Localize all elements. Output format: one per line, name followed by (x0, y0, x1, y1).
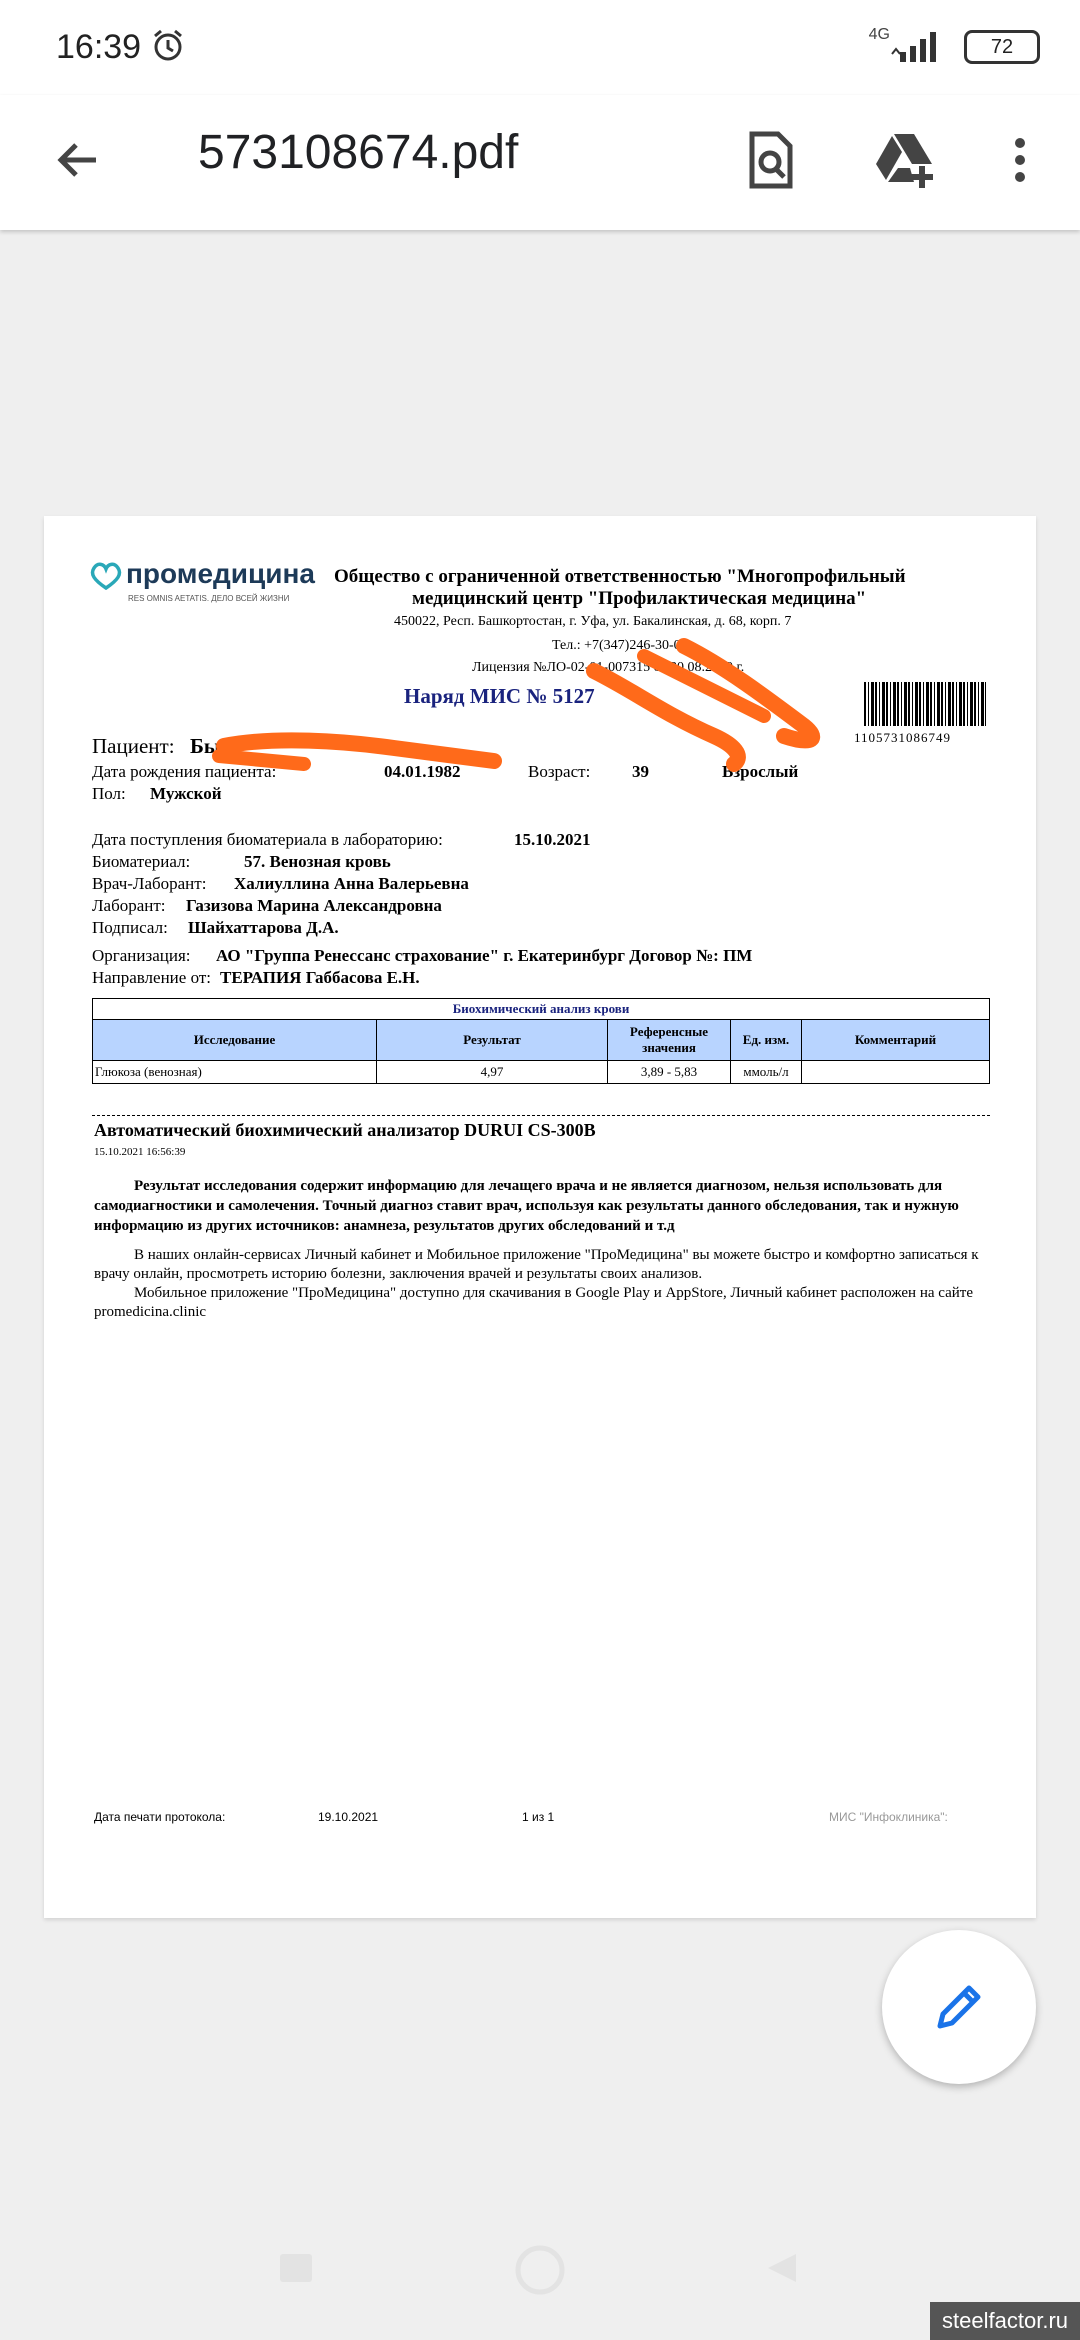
recents-icon[interactable] (278, 2250, 314, 2291)
info-paragraph-1: В наших онлайн-сервисах Личный кабинет и Мобильное приложение "ПроМедицина" вы можете быстро и комфортно записаться к врачу онлайн, просмотреть историю болезни, заключения врачей и результаты своих анализов. (94, 1247, 979, 1282)
edit-fab[interactable] (882, 1930, 1036, 2084)
org-name-line1: Общество с ограниченной ответственностью "Многопрофильный (334, 566, 906, 587)
watermark: steelfactor.ru (930, 2302, 1080, 2340)
signal-icon (890, 30, 940, 69)
pdf-page[interactable] (44, 516, 1036, 1918)
header-unit: Ед. изм. (731, 1020, 802, 1061)
lab-value: Газизова Марина Александровна (186, 896, 442, 915)
logo-brand: промедицина (126, 558, 315, 589)
cell-result: 4,97 (377, 1061, 608, 1084)
patient-label: Пациент: (92, 734, 175, 758)
results-header-row (93, 1020, 990, 1061)
age-group: Взрослый (722, 762, 799, 781)
order-title: Наряд МИС № 5127 (404, 684, 595, 708)
dashed-divider (92, 1115, 990, 1116)
dob-value: 04.01.1982 (384, 762, 461, 781)
sex-value: Мужской (150, 784, 222, 803)
analyzer-datetime: 15.10.2021 16:56:39 (94, 1146, 186, 1158)
cell-study: Глюкоза (венозная) (93, 1061, 377, 1084)
status-bar (0, 0, 1080, 95)
heart-logo-icon (90, 562, 122, 590)
doctor-label: Врач-Лаборант: (92, 874, 207, 893)
signed-value: Шайхаттарова Д.А. (188, 918, 339, 937)
barcode-number: 1105731086749 (854, 730, 952, 745)
document-title: 573108674.pdf (198, 126, 519, 179)
results-table (92, 998, 990, 1084)
lab-label: Лаборант: (92, 896, 166, 915)
cell-unit: ммоль/л (731, 1061, 802, 1084)
org-license: Лицензия №ЛО-02-01-007315 от 30.08.2019 г. (472, 660, 745, 675)
print-date: 19.10.2021 (318, 1810, 379, 1824)
more-vert-icon[interactable] (985, 125, 1055, 195)
doctor-value: Халиуллина Анна Валерьевна (234, 874, 469, 893)
cell-comment (802, 1061, 990, 1084)
org-value: АО "Группа Ренессанс страхование" г. Екатеринбург Договор №: ПМ (216, 946, 753, 965)
search-document-icon[interactable] (736, 125, 806, 195)
edit-pencil-icon (932, 1980, 986, 2034)
biomaterial-label: Биоматериал: (92, 852, 191, 871)
analyzer-name: Автоматический биохимический анализатор DURUI CS-300B (94, 1120, 596, 1140)
referral-label: Направление от: (92, 968, 211, 987)
age-value: 39 (632, 762, 649, 781)
header-study: Исследование (93, 1020, 377, 1061)
arrival-date: 15.10.2021 (514, 830, 591, 849)
battery-icon (964, 30, 1040, 64)
signed-label: Подписал: (92, 918, 168, 937)
home-icon[interactable] (514, 2244, 566, 2301)
dob-label: Дата рождения пациента: (92, 762, 277, 781)
header-comment: Комментарий (802, 1020, 990, 1061)
back-nav-icon[interactable] (764, 2250, 800, 2291)
arrival-label: Дата поступления биоматериала в лабораторию: (92, 830, 443, 849)
biomaterial-value: 57. Венозная кровь (244, 852, 391, 871)
info-paragraph-2: Мобильное приложение "ПроМедицина" доступно для скачивания в Google Play и AppStore, Личный кабинет расположен на сайте promedicina.clinic (94, 1285, 973, 1320)
age-label: Возраст: (528, 762, 591, 781)
network-type: 4G (868, 26, 890, 43)
table-row (93, 1061, 990, 1084)
system-nav-bar (0, 2220, 1080, 2340)
battery-level: 72 (990, 36, 1014, 58)
sex-label: Пол: (92, 784, 126, 803)
alarm-icon (150, 28, 186, 69)
results-table-title: Биохимический анализ крови (93, 999, 990, 1020)
logo-tagline: RES OMNIS AETATIS. ДЕЛО ВСЕЙ ЖИЗНИ (128, 594, 290, 603)
header-result: Результат (377, 1020, 608, 1061)
cell-reference: 3,89 - 5,83 (608, 1061, 731, 1084)
org-name-line2: медицинский центр "Профилактическая медицина" (412, 588, 867, 609)
back-arrow-icon[interactable] (42, 125, 112, 195)
print-date-label: Дата печати протокола: (94, 1810, 226, 1824)
add-to-drive-icon[interactable] (870, 125, 940, 195)
app-bar (0, 95, 1080, 230)
barcode (864, 682, 986, 726)
system-name: МИС "Инфоклиника": (829, 1810, 948, 1824)
patient-name: Бы (190, 734, 221, 758)
org-phone: Тел.: +7(347)246-30-03 (552, 638, 688, 653)
referral-value: ТЕРАПИЯ Габбасова Е.Н. (220, 968, 420, 987)
page-count: 1 из 1 (522, 1810, 555, 1824)
org-label: Организация: (92, 946, 191, 965)
status-time: 16:39 (56, 28, 142, 66)
org-address: 450022, Респ. Башкортостан, г. Уфа, ул. Бакалинская, д. 68, корп. 7 (394, 614, 792, 629)
disclaimer-text: Результат исследования содержит информацию для лечащего врача и не является диагнозом, нельзя использовать для самодиагностики и самолечения. Точный диагноз ставит врач, используя как результаты данного обследования, так и нужную информацию из других источников: анамнеза, результатов других обследований и т.д (94, 1178, 959, 1234)
header-reference: Референсные значения (608, 1020, 731, 1061)
